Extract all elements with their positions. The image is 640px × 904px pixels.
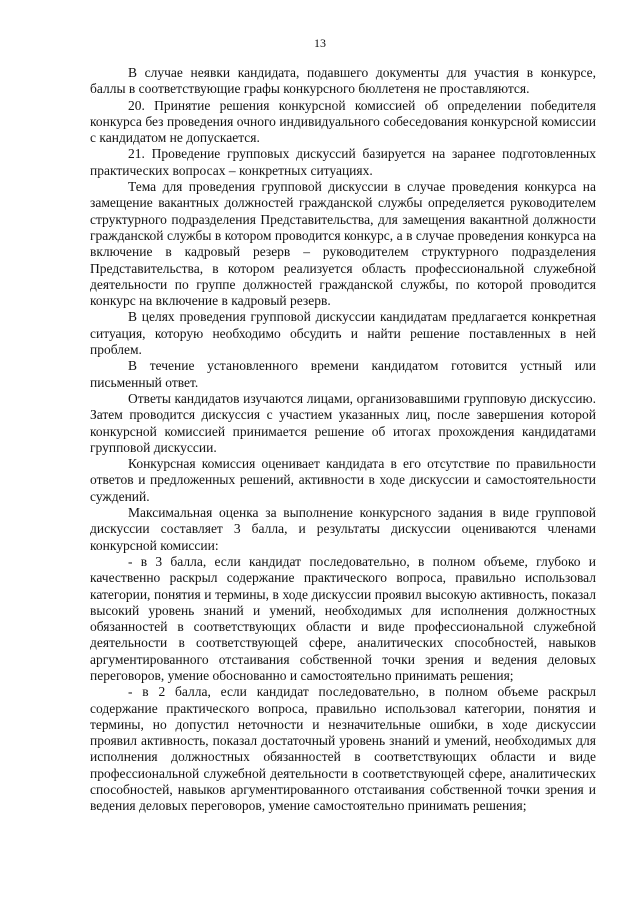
paragraph-discussion-topic: Тема для проведения групповой дискуссии в случае проведения конкурса на замещение вакантных должностей гражданской службы определяется руководителем структурного подразделения Представительства, для замещения вакантной должности гражданской службы в котором проводится конкурс, а в случае проведения конкурса на включение в кадровый резерв – руководителем структурного подразделения Представительства, в котором реализуется область профессиональной служебной деятельности по группе должностей гражданской службы, по которой проводится конкурс на включение в кадровый резерв. bbox=[90, 179, 596, 309]
document-body bbox=[90, 65, 596, 815]
paragraph-clause-21: 21. Проведение групповых дискуссий базируется на заранее подготовленных практических вопросах – конкретных ситуациях. bbox=[90, 146, 596, 178]
paragraph-score-2: - в 2 балла, если кандидат последовательно, в полном объеме раскрыл содержание практического вопроса, правильно использовал категории, понятия и термины, но допустил неточности и незначительные ошибки, в ходе дискуссии проявил активность, показал достаточный уровень знаний и умений, необходимых для исполнения должностных обязанностей в соответствующих области и виде профессиональной служебной деятельности в соответствующей сфере, аналитических способностей, навыков аргументированного отстаивания собственной точки зрения и ведения деловых переговоров, умение самостоятельно принимать решения; bbox=[90, 684, 596, 814]
paragraph-commission-evaluation: Конкурсная комиссия оценивает кандидата в его отсутствие по правильности ответов и предложенных решений, активности в ходе дискуссии и самостоятельности суждений. bbox=[90, 456, 596, 504]
paragraph-answers-review: Ответы кандидатов изучаются лицами, организовавшими групповую дискуссию. Затем проводится дискуссия с участием указанных лиц, после завершения которой конкурсной комиссией принимается решение об итогах прохождения кандидатами групповой дискуссии. bbox=[90, 390, 596, 455]
paragraph-answer-preparation: В течение установленного времени кандидатом готовится устный или письменный ответ. bbox=[90, 358, 596, 390]
paragraph-score-3: - в 3 балла, если кандидат последовательно, в полном объеме, глубоко и качественно раскрыл содержание практического вопроса, правильно использовал категории, понятия и термины, в ходе дискуссии проявил высокую активность, показал высокий уровень знаний и умений, необходимых для исполнения должностных обязанностей в соответствующих области и виде профессиональной служебной деятельности в соответствующей сфере, аналитических способностей, навыков аргументированного отстаивания собственной точки зрения и ведения деловых переговоров, умение обоснованно и самостоятельно принимать решения; bbox=[90, 553, 596, 683]
page-number: 13 bbox=[314, 36, 326, 50]
paragraph-maximum-score: Максимальная оценка за выполнение конкурсного задания в виде групповой дискуссии составляет 3 балла, и результаты дискуссии оцениваются членами конкурсной комиссии: bbox=[90, 505, 596, 553]
paragraph-absence-of-candidate: В случае неявки кандидата, подавшего документы для участия в конкурсе, баллы в соответствующие графы конкурсного бюллетеня не проставляются. bbox=[90, 65, 596, 97]
paragraph-discussion-purpose: В целях проведения групповой дискуссии кандидатам предлагается конкретная ситуация, которую необходимо обсудить и найти решение поставленных в ней проблем. bbox=[90, 309, 596, 358]
paragraph-clause-20: 20. Принятие решения конкурсной комиссией об определении победителя конкурса без проведения очного индивидуального собеседования конкурсной комиссии с кандидатом не допускается. bbox=[90, 97, 596, 146]
